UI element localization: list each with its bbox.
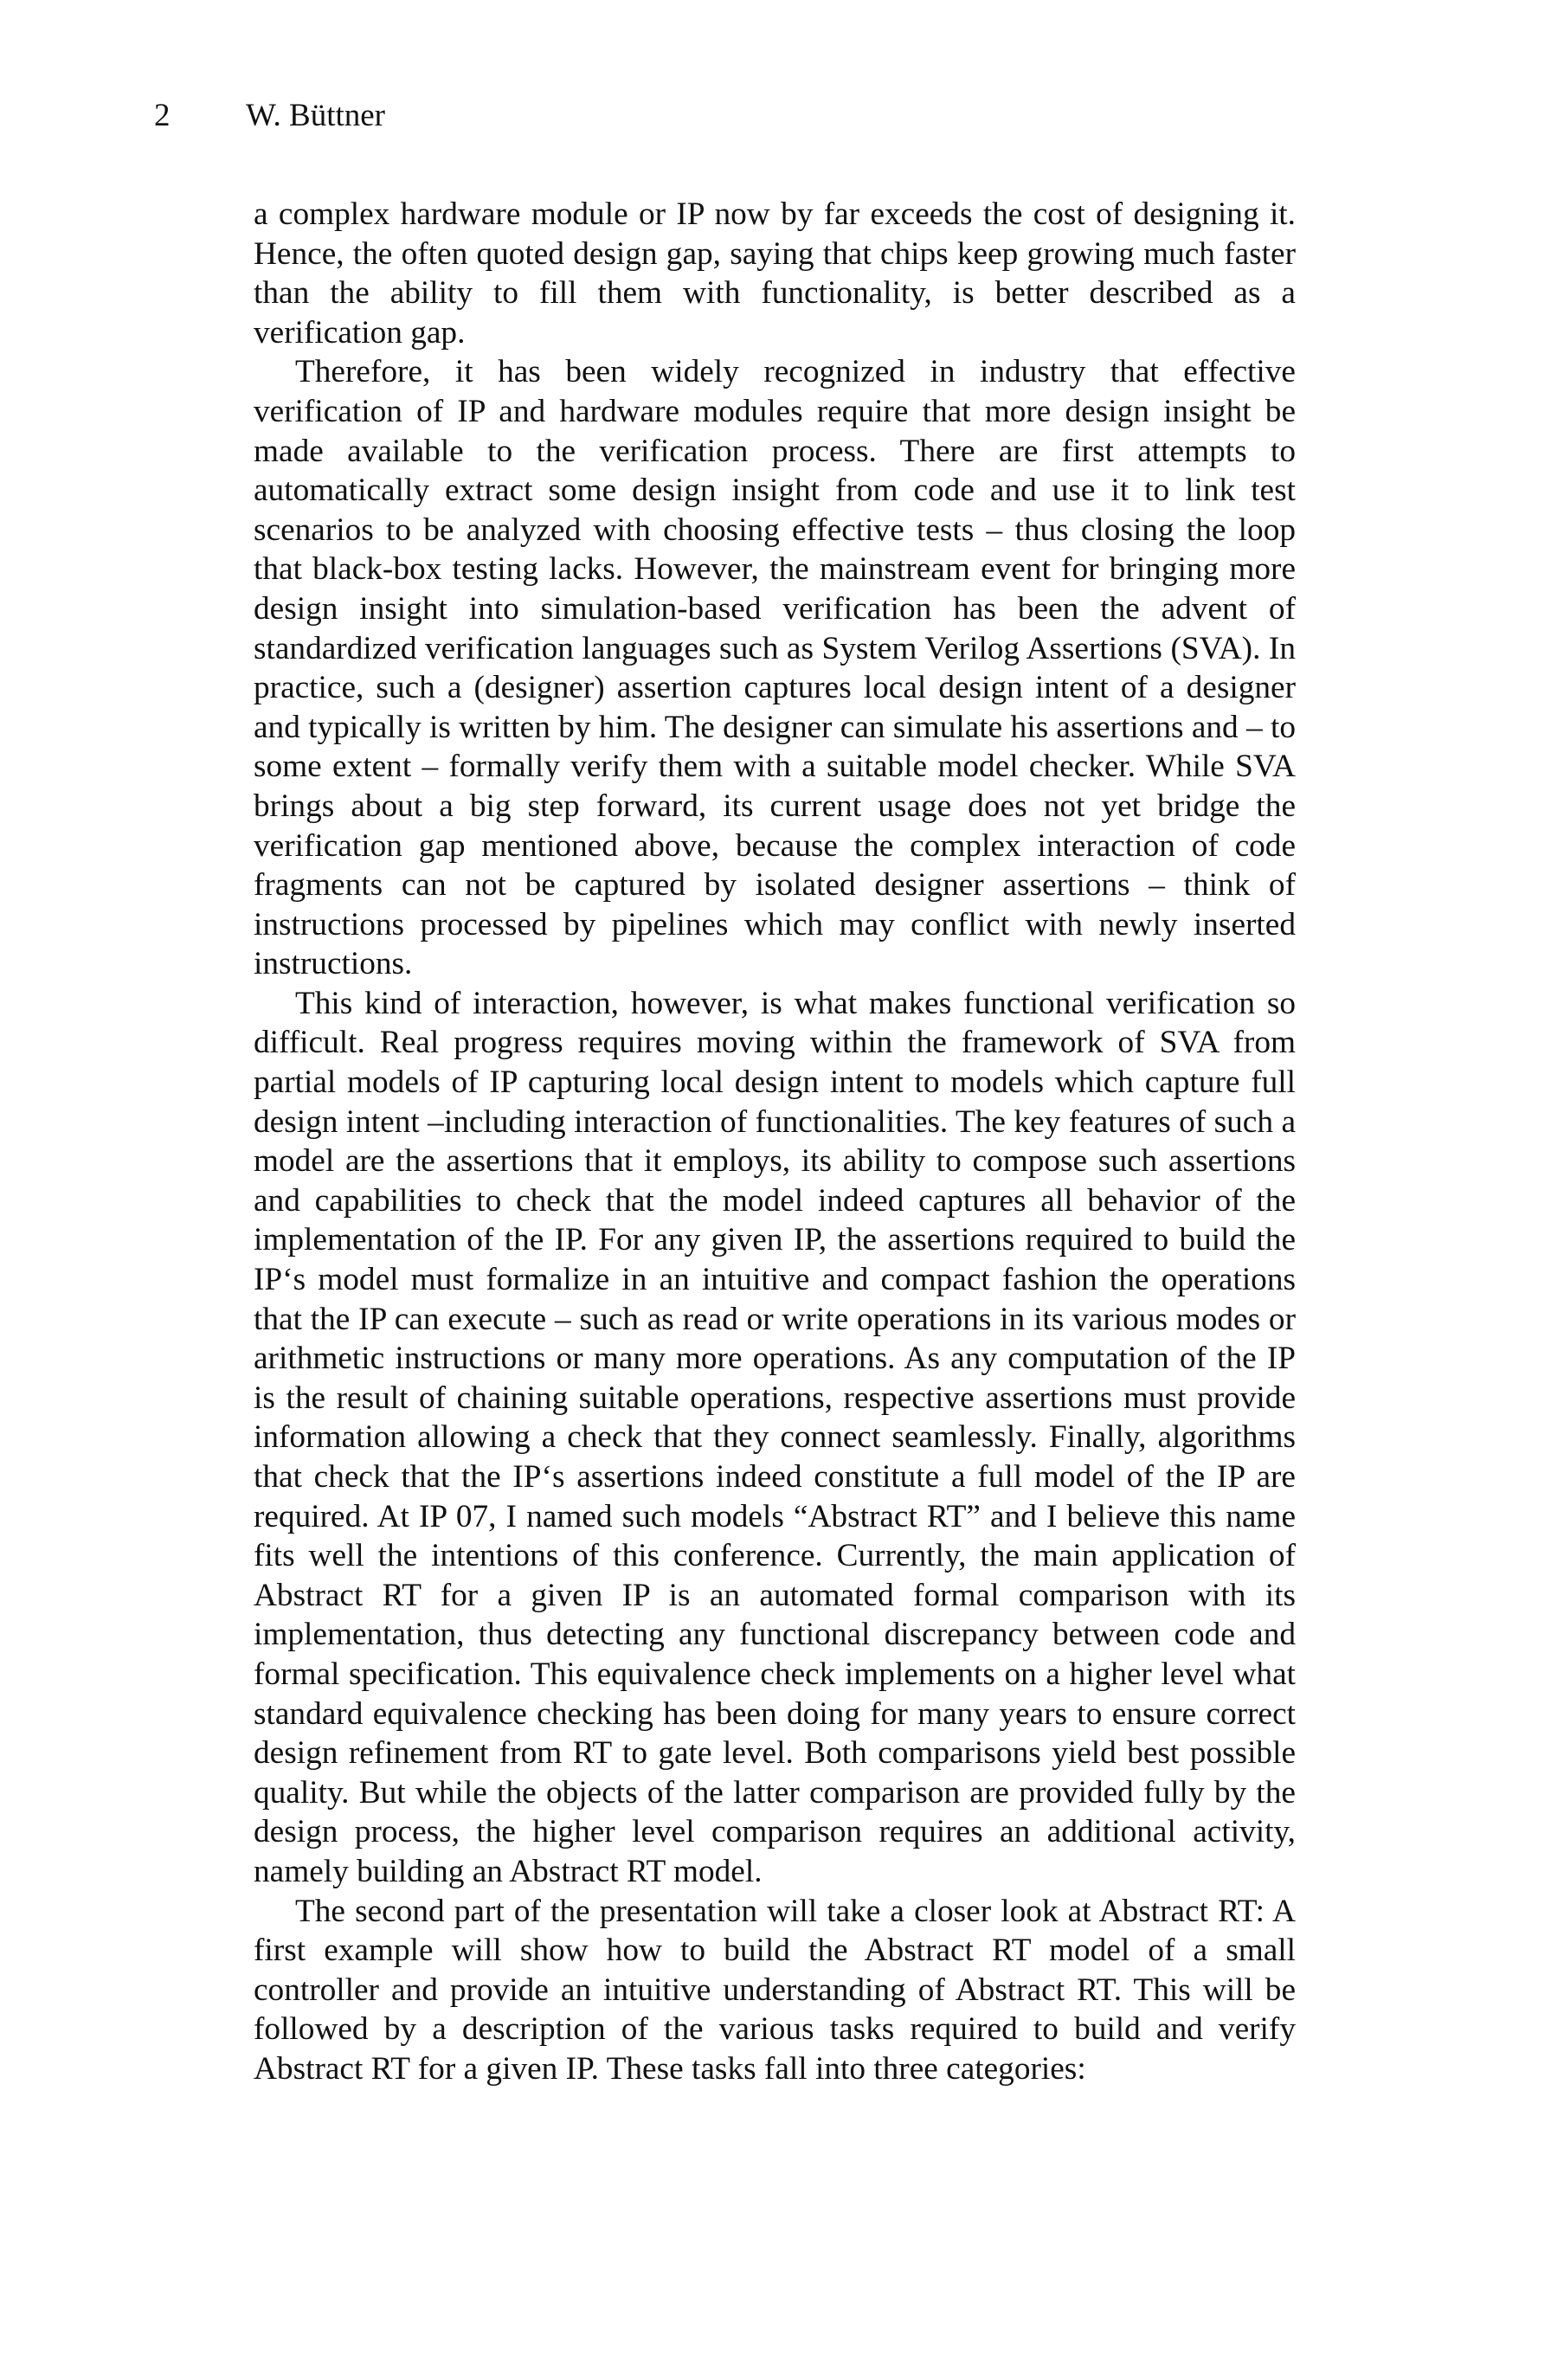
running-head: [154, 97, 385, 135]
paragraph-verification-insight: Therefore, it has been widely recognized in industry that effective verification of IP and hardware modules require that more design insight be made available to the verification process. There are first attempts to automatically extract some design insight from code and use it to link test scenarios to be analyzed with choosing effective tests – thus closing the loop that black-box testing lacks. However, the mainstream event for bringing more design insight into simulation-based verification has been the advent of standardized verification languages such as System Verilog Assertions (SVA). In practice, such a (designer) assertion captures local design intent of a designer and typically is written by him. The designer can simulate his assertions and – to some extent – formally verify them with a suitable model checker. While SVA brings about a big step forward, its current usage does not yet bridge the verification gap mentioned above, because the complex interaction of code fragments can not be captured by isolated designer assertions – think of instructions processed by pipelines which may conflict with newly inserted instructions.: [254, 354, 1296, 982]
author-name: W. Büttner: [246, 98, 386, 133]
paragraph-presentation-outline: The second part of the presentation will take a closer look at Abstract RT: A first example will show how to build the Abstract RT model of a small controller and provide an intuitive understanding of Abstract RT. This will be followed by a description of the various tasks required to build and verify Abstract RT for a given IP. These tasks fall into three categories:: [254, 1893, 1296, 2087]
body-text: [254, 195, 1296, 2089]
paragraph-abstract-rt-model: This kind of interaction, however, is what makes functional verification so difficult. Real progress requires moving within the framework of SVA from partial models of IP capturing local design intent to models which capture full design intent –including interaction of functionalities. The key features of such a model are the assertions that it employs, its ability to compose such assertions and capabilities to check that the model indeed captures all behavior of the implementation of the IP. For any given IP, the assertions required to build the IP‘s model must formalize in an intuitive and compact fashion the operations that the IP can execute – such as read or write operations in its various modes or arithmetic instructions or many more operations. As any computation of the IP is the result of chaining suitable operations, respective assertions must provide information allowing a check that they connect seamlessly. Finally, algorithms that check that the IP‘s assertions indeed constitute a full model of the IP are required. At IP 07, I named such models “Abstract RT” and I believe this name fits well the intentions of this conference. Currently, the main application of Abstract RT for a given IP is an automated formal comparison with its implementation, thus detecting any functional discrepancy between code and formal specification. This equivalence check implements on a higher level what standard equivalence checking has been doing for many years to ensure correct design refinement from RT to gate level. Both comparisons yield best possible quality. But while the objects of the latter comparison are provided fully by the design process, the higher level comparison requires an additional activity, namely building an Abstract RT model.: [254, 985, 1296, 1889]
page-number: 2: [154, 98, 171, 133]
paragraph-continuation: a complex hardware module or IP now by far exceeds the cost of designing it. Hence, the often quoted design gap, saying that chips keep growing much faster than the ability to fill them with functionality, is better described as a verification gap.: [254, 196, 1296, 351]
